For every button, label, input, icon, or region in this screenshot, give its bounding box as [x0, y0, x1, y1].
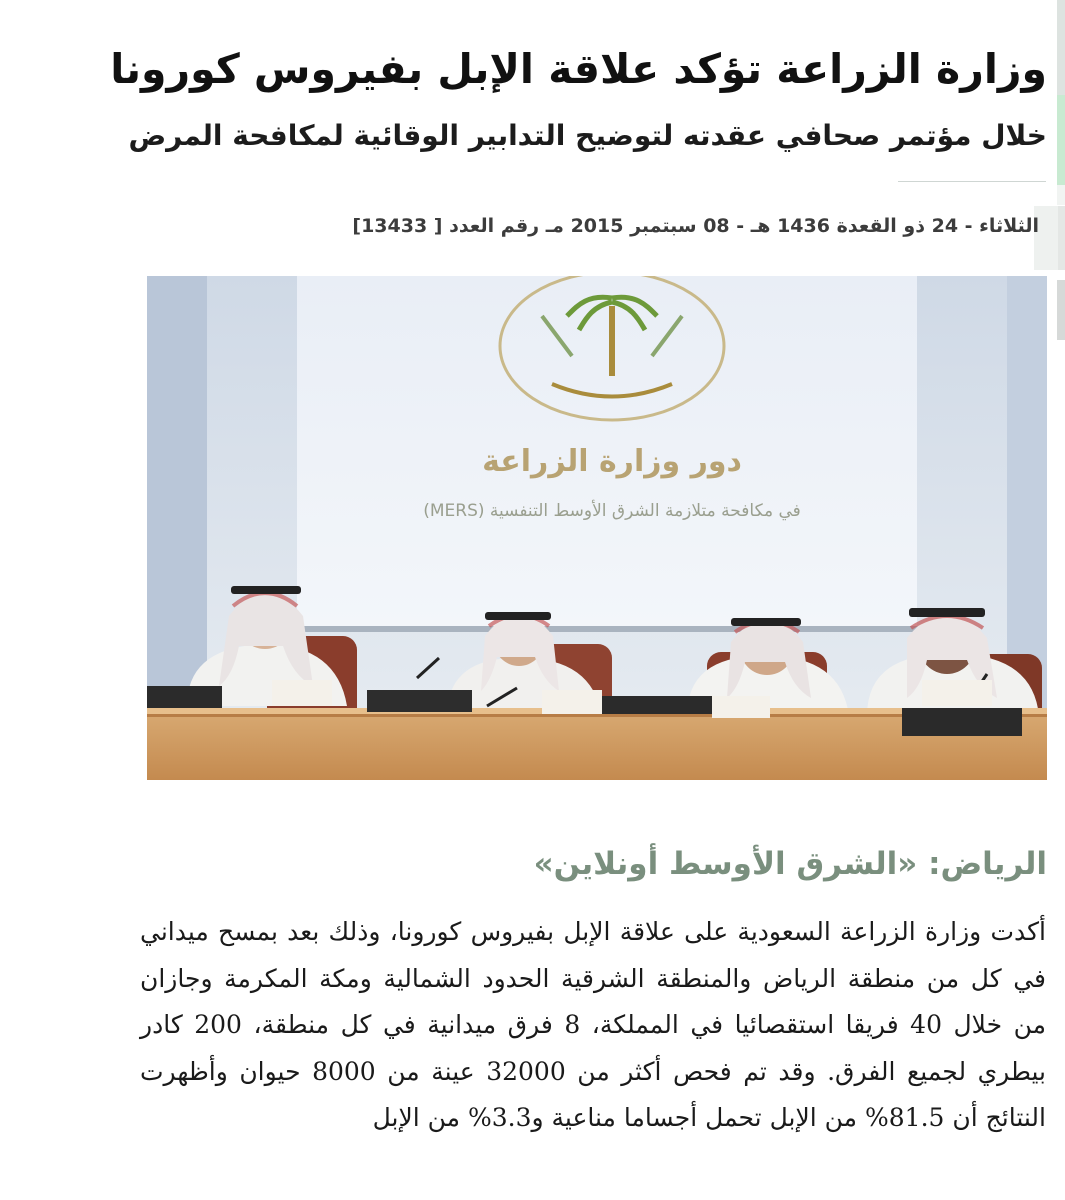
- article-title: وزارة الزراعة تؤكد علاقة الإبل بفيروس كورونا: [110, 45, 1047, 93]
- screen-heading: دور وزارة الزراعة: [482, 444, 742, 479]
- article-byline: الرياض: «الشرق الأوسط أونلاين»: [533, 846, 1047, 882]
- article-body: [140, 909, 1046, 1142]
- page-edge-accent: [1057, 0, 1065, 340]
- title-divider: [898, 181, 1046, 182]
- article-photo[interactable]: [147, 276, 1047, 780]
- article-subtitle: خلال مؤتمر صحافي عقدته لتوضيح التدابير الوقائية لمكافحة المرض: [128, 119, 1047, 152]
- article-paragraph: أكدت وزارة الزراعة السعودية على علاقة الإبل بفيروس كورونا، وذلك بعد بمسح ميداني في كل من منطقة الرياض والمنطقة الشرقية الحدود الشمالية ومكة المكرمة وجازان من خلال 40 فريقا استقصائيا في المملكة، 8 فرق ميدانية في كل منطقة، 200 كادر بيطري لجميع الفرق. وقد تم فحص أكثر من 32000 عينة من 8000 حيوان وأظهرت النتائج أن 81.5% من الإبل تحمل أجساما مناعية و3.3% من الإبل: [140, 917, 1046, 1132]
- screen-subheading: في مكافحة متلازمة الشرق الأوسط التنفسية (MERS): [423, 501, 801, 521]
- article-dateline: الثلاثاء - 24 ذو القعدة 1436 هـ - 08 سبتمبر 2015 مـ رقم العدد [ 13433]: [352, 215, 1039, 237]
